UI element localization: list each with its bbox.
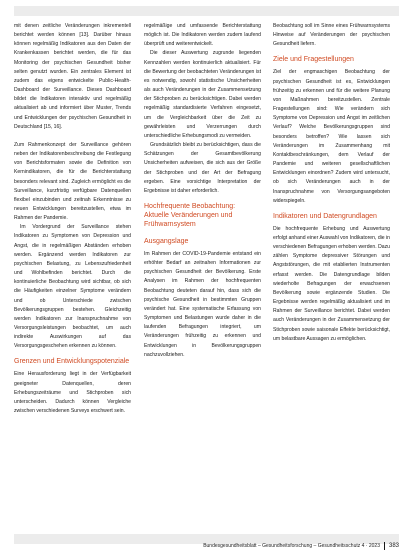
subsection-heading: Ausgangslage bbox=[144, 237, 189, 245]
section-heading: Ziele und Fragestellungen bbox=[273, 56, 354, 64]
page-footer bbox=[170, 542, 399, 550]
paragraph: Im Rahmen der COVID-19-Pandemie entstand ein erhöhter Bedarf an zeitnahen Informationen zur psychischen Gesundheit der Bevölkerung. Erste Analysen im Rahmen der hochfrequenten Beobachtung deuteten darauf hin, dass sich die psychische Gesundheit in bestimmten Gruppen verändert hat. Eine systematische Erfassung von Symptomen und Belastungen wurde daher in die laufenden Befragungen integriert, um Veränderungen frühzeitig zu erkennen und Entwicklungen in Bevölkerungsgruppen nachzuvollziehen. bbox=[144, 250, 261, 358]
journal-citation: Bundesgesundheitsblatt – Gesundheitsforschung – Gesundheitsschutz 4 · 2023 bbox=[203, 543, 380, 549]
section-heading: Grenzen und Entwicklungspotenziale bbox=[14, 358, 130, 366]
paragraph: mit denen zeitliche Veränderungen inkrementell berichtet werden können [13]. Darüber hinaus können regelmäßig Indikatoren aus den Daten der Krankenkassen berichtet werden, die für das Monitoring der psychischen Gesundheit bisher selten genutzt wurden. Ein zentrales Element ist zudem das eigens entwickelte Public-Health-Dashboard der Surveillance. Dieses Dashboard bildet die Indikatoren interaktiv und regelmäßig aktualisiert ab und informiert über Muster, Trends und Entwicklungen der psychischen Gesundheit in Deutschland [15, 16]. bbox=[14, 23, 131, 130]
paragraph: Die dieser Auswertung zugrunde liegenden Kennzahlen werden kontinuierlich aktualisiert. Für die Bewertung der beobachteten Veränderungen ist es notwendig, sowohl statistische Unsicherheiten als auch Veränderungen in der Zusammensetzung der Stichproben zu berücksichtigen. Dabei werden regelmäßig standardisierte Verfahren eingesetzt, um die Vergleichbarkeit über die Zeit zu gewährleisten und Verzerrungen durch unterschiedliche Erhebungsmodi zu vermeiden. bbox=[144, 50, 261, 139]
section-heading: Indikatoren und Datengrundlagen bbox=[273, 212, 377, 220]
paragraph: Im Vordergrund der Surveillance stehen Indikatoren zu Symptomen von Depression und Angst, die in regelmäßigen Abständen erhoben werden. Ergänzend werden Indikatoren zur psychischen Belastung, zu Lebenszufriedenheit und Wohlbefinden berichtet. Durch die kontinuierliche Beobachtung wird sichtbar, ob sich die Häufigkeiten einzelner Symptome verändern und ob Unterschiede zwischen Bevölkerungsgruppen bestehen. Gleichzeitig werden Indikatoren zur Inanspruchnahme von Versorgungsleistungen beobachtet, um auch indirekte Auswirkungen auf das Versorgungsgeschehen erkennen zu können. bbox=[14, 224, 131, 350]
paragraph: Beobachtung soll im Sinne eines Frühwarnsystems Hinweise auf Veränderungen der psychischen Gesundheit liefern. bbox=[273, 23, 390, 48]
header-bar bbox=[14, 6, 399, 16]
paragraph: regelmäßige und umfassende Berichterstattung möglich ist. Die Indikatoren werden zudem laufend überprüft und weiterentwickelt. bbox=[144, 23, 261, 48]
text-column-3 bbox=[273, 22, 390, 530]
paragraph: Ziel der engmaschigen Beobachtung der psychischen Gesundheit ist es, Entwicklungen frühzeitig zu erkennen und für die weitere Planung von Maßnahmen bereitzustellen. Zentrale Fragestellungen sind: Wie verändern sich Symptome von Depression und Angst im zeitlichen Verlauf? Welche Bevölkerungsgruppen sind besonders betroffen? Wie lassen sich Veränderungen im Zusammenhang mit Kontaktbeschränkungen, dem Verlauf der Pandemie und weiteren gesellschaftlichen Entwicklungen einordnen? Zudem wird untersucht, ob sich Veränderungen auch in der Inanspruchnahme von Versorgungsangeboten widerspiegeln. bbox=[273, 69, 390, 204]
text-column-2 bbox=[144, 22, 261, 530]
paragraph: Zum Rahmenkonzept der Surveillance gehören neben der Indikatorenbeschreibung die Festlegung von Berichtsformaten sowie die Definition von Kernindikatoren, die für die Berichterstattung besonders relevant sind. Zugleich ermöglicht es die Surveillance, kurzfristig verfügbare Datenquellen flexibel einzubinden und zeitnah Erkenntnisse zu neuen Entwicklungen bereitzustellen, etwa im Rahmen der Pandemie. bbox=[14, 141, 131, 222]
paragraph: Die hochfrequente Erhebung und Auswertung erfolgt anhand einer Auswahl von Indikatoren, die in verschiedenen Befragungen erhoben werden. Dazu zählen Symptome depressiver Störungen und Angststörungen, die mit etablierten Instrumenten erfasst werden. Die Datengrundlage bilden wiederholte Befragungen der erwachsenen Bevölkerung sowie ergänzende Studien. Die Ergebnisse werden regelmäßig aktualisiert und im Rahmen der Surveillance berichtet. Dabei werden auch Veränderungen in der Zusammensetzung der Stichproben sowie saisonale Effekte berücksichtigt, um belastbare Aussagen zu ermöglichen. bbox=[273, 225, 390, 342]
paragraph: Eine Herausforderung liegt in der Verfügbarkeit geeigneter Datenquellen, deren Erhebungszeiträume und Stichproben sich unterscheiden. Dadurch können Vergleiche zwischen verschiedenen Surveys erschwert sein. bbox=[14, 371, 131, 415]
text-column-1 bbox=[14, 22, 131, 530]
section-heading: Hochfrequente Beobachtung: Aktuelle Veränderungen und Frühwarnsystem bbox=[144, 202, 236, 228]
page-number: 383 bbox=[384, 542, 399, 550]
paragraph: Grundsätzlich bleibt zu berücksichtigen, dass die Schätzungen der Gesamtbevölkerung Unsicherheiten aufweisen, die sich aus der Größe der Stichproben und der Art der Befragung ergeben. Eine vorsichtige Interpretation der Ergebnisse ist daher erforderlich. bbox=[144, 142, 261, 194]
